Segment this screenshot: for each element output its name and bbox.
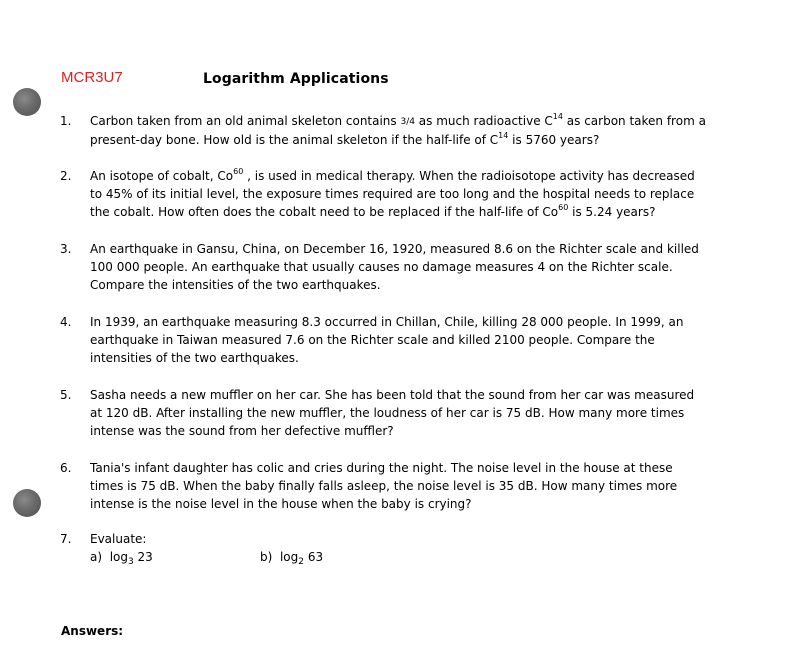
- question-number: 3.: [60, 242, 72, 256]
- course-code: MCR3U7: [61, 69, 123, 86]
- question-line: present-day bone. How old is the animal skeleton if the half-life of $C^{14}$ is 5760 years?: [90, 131, 600, 147]
- question-line: 100 000 people. An earthquake that usually causes no damage measures 4 on the Richter scale.: [90, 260, 673, 274]
- question-line: the cobalt. How often does the cobalt need to be replaced if the half-life of Co$^{60}$ is 5.24 years?: [90, 203, 656, 219]
- question-line: earthquake in Taiwan measured 7.6 on the Richter scale and killed 2100 people. Compare the: [90, 333, 655, 347]
- part-a: a) $\log_3 23$: [90, 550, 153, 567]
- question-number: 2.: [60, 169, 72, 183]
- fraction: 3/4: [400, 117, 415, 127]
- question-line: An isotope of cobalt, Co$^{60}$ , is used in medical therapy. When the radioisotope activity has decreased: [90, 167, 695, 183]
- answers-label: Answers:: [61, 624, 124, 638]
- binder-hole-top: [13, 88, 41, 116]
- question-line: An earthquake in Gansu, China, on December 16, 1920, measured 8.6 on the Richter scale and killed: [90, 242, 699, 256]
- question-line: Sasha needs a new muffler on her car. She has been told that the sound from her car was measured: [90, 388, 695, 402]
- page-title: Logarithm Applications: [203, 71, 389, 87]
- question-number: 1.: [60, 114, 72, 128]
- question-line: intense was the sound from her defective muffler?: [90, 424, 394, 438]
- binder-hole-bottom: [13, 489, 41, 517]
- question-line: at 120 dB. After installing the new muffler, the loudness of her car is 75 dB. How many more times: [90, 406, 685, 420]
- question-line: intense is the noise level in the house when the baby is crying?: [90, 497, 472, 511]
- question-line: Tania's infant daughter has colic and cries during the night. The noise level in the house at these: [90, 461, 673, 475]
- evaluate-row: [90, 548, 720, 566]
- question-number: 5.: [60, 388, 72, 402]
- question-number: 7.: [60, 532, 72, 546]
- question-number: 6.: [60, 461, 72, 475]
- question-line: intensities of the two earthquakes.: [90, 351, 299, 365]
- question-line: to 45% of its initial level, the exposure times required are too long and the hospital needs to replace: [90, 187, 695, 201]
- question-number: 4.: [60, 315, 72, 329]
- question-line: times is 75 dB. When the baby finally falls asleep, the noise level is 35 dB. How many times more: [90, 479, 678, 493]
- question-line: Carbon taken from an old animal skeleton contains 3/4 as much radioactive $C^{14}$ as carbon taken from a: [90, 112, 706, 128]
- question-line: In 1939, an earthquake measuring 8.3 occurred in Chillan, Chile, killing 28 000 people. In 1999, an: [90, 315, 684, 329]
- evaluate-label: Evaluate:: [90, 532, 147, 546]
- part-b: b) $\log_2 63$: [260, 550, 324, 567]
- question-line: Compare the intensities of the two earthquakes.: [90, 278, 381, 292]
